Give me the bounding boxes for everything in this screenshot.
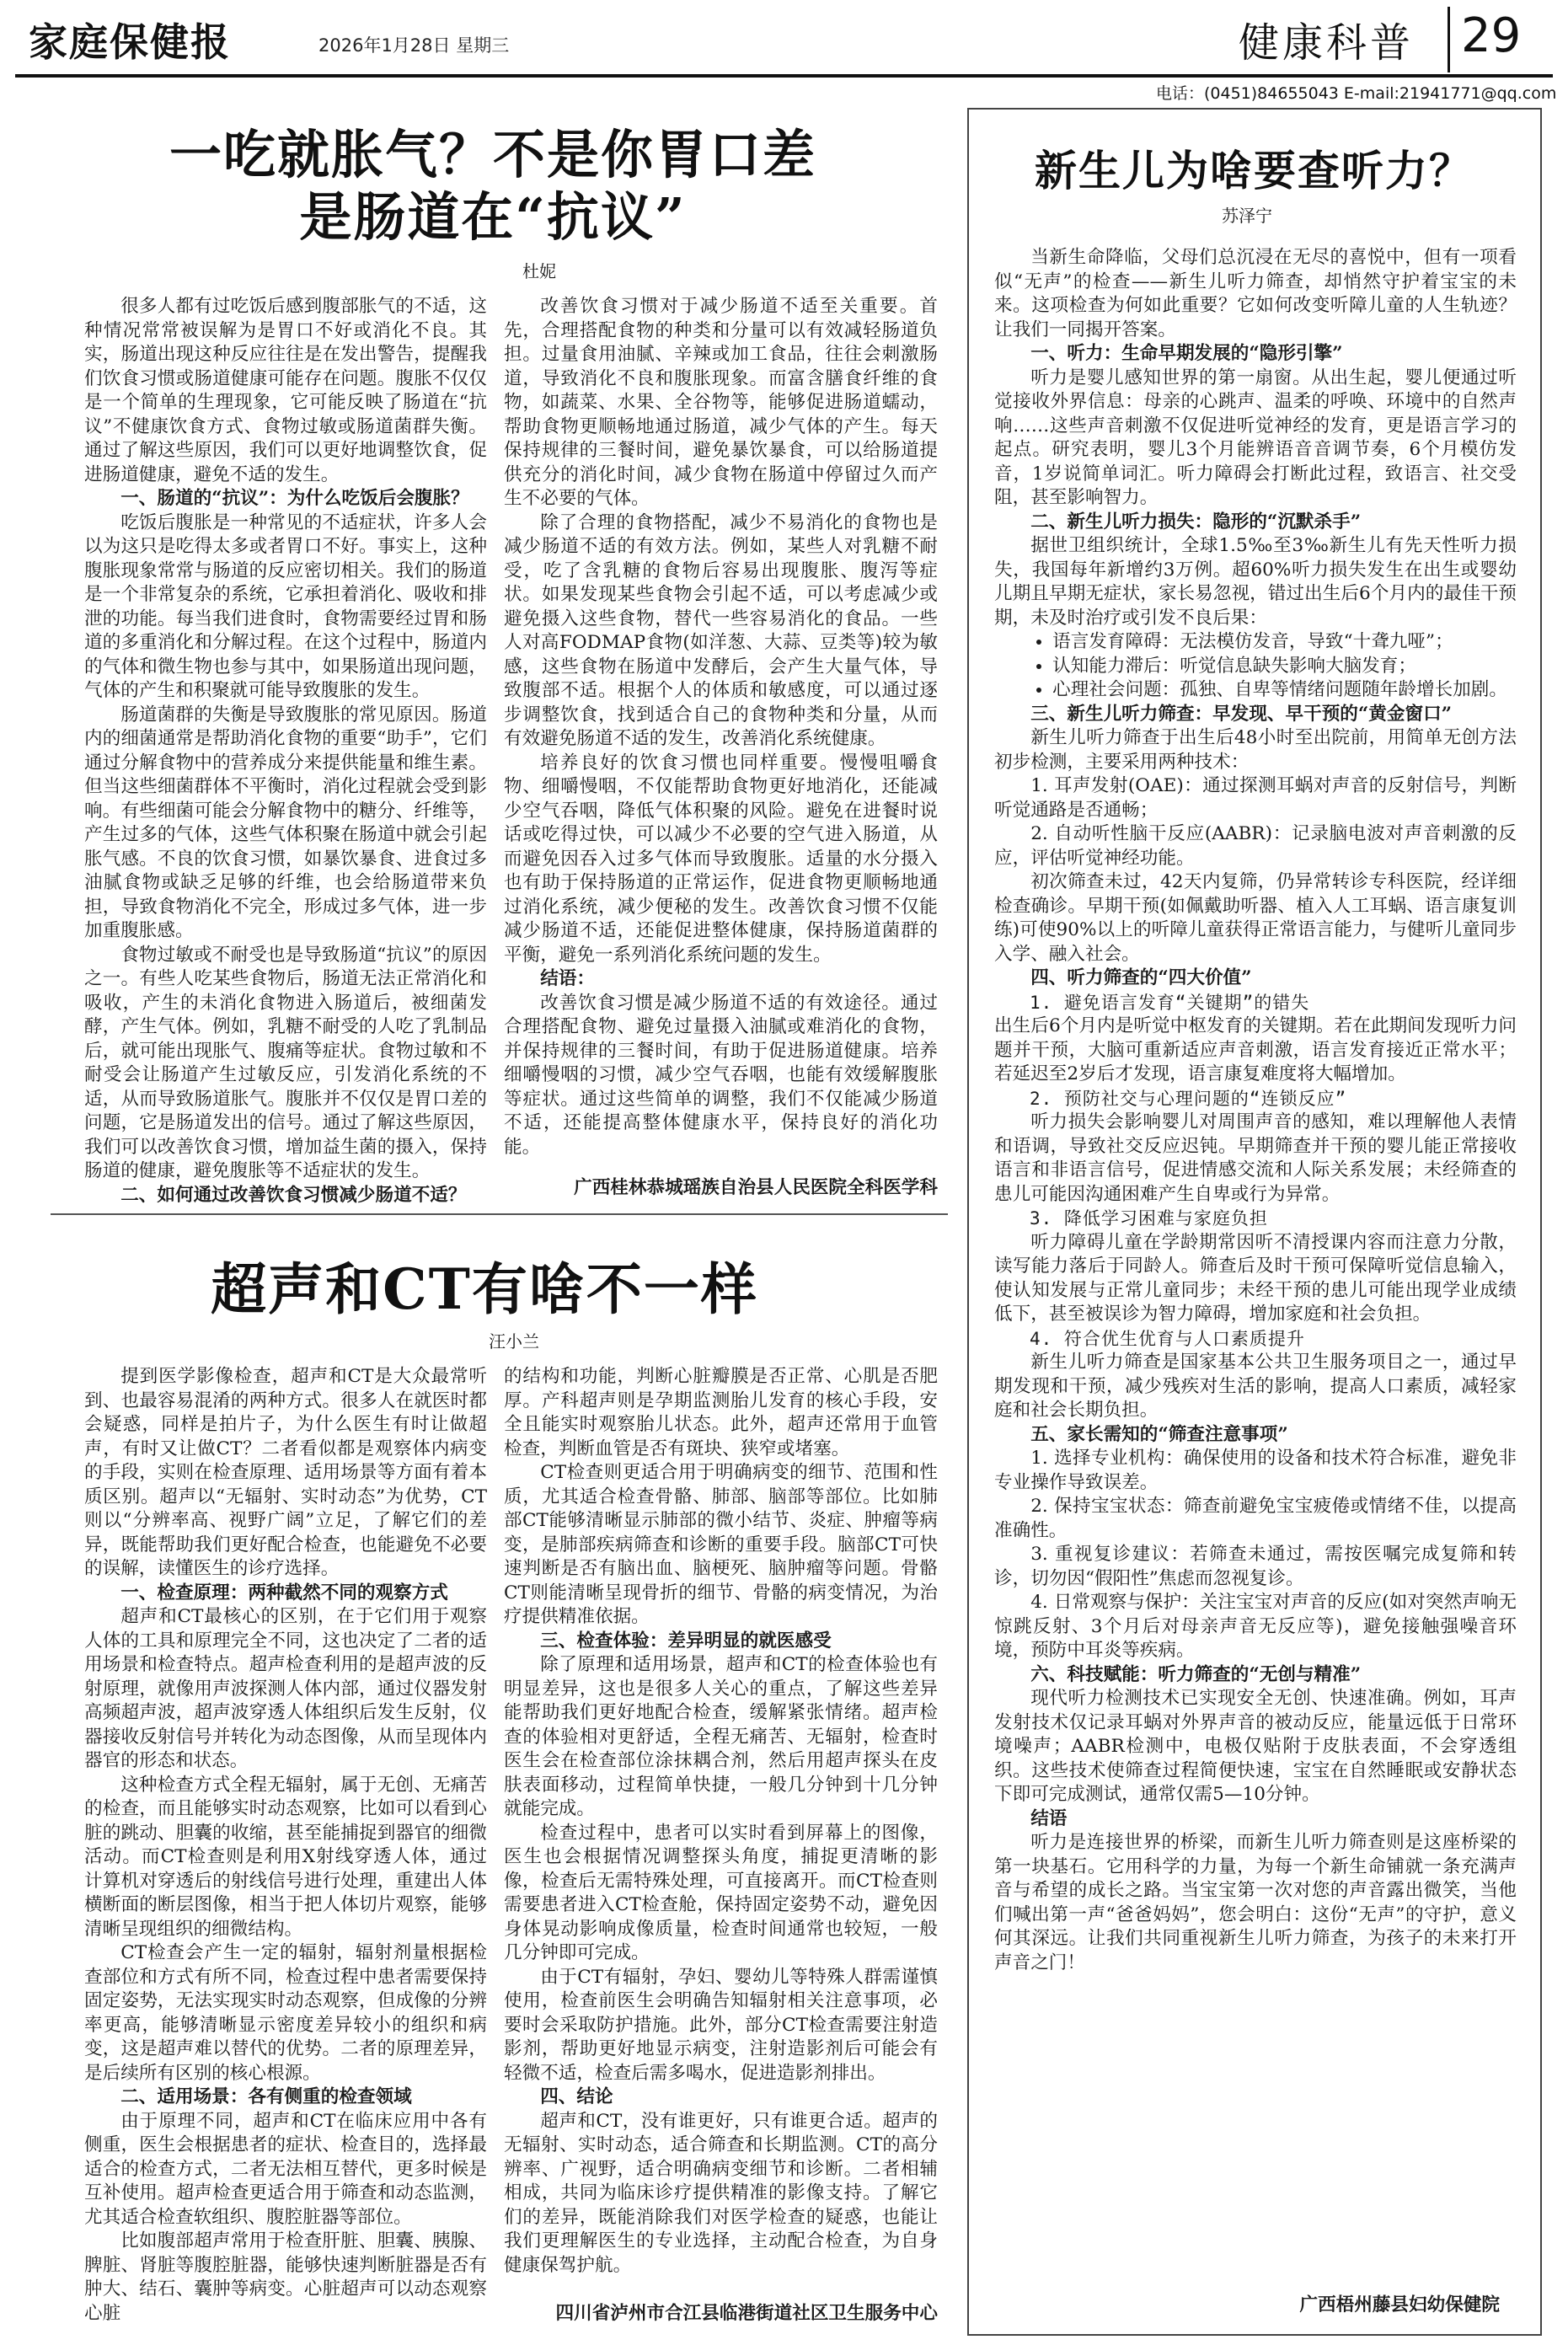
article2-column-2 [504, 1365, 938, 2278]
paragraph: 这种检查方式全程无辐射，属于无创、无痛苦的检查，而且能够实时动态观察，比如可以看到心脏的跳动、胆囊的收缩，甚至能捕捉到器官的细微活动。而CT检查则是利用X射线穿透人体，通过计算机对穿透后的射线信号进行处理，重建出人体横断面的断层图像，相当于把人体切片观察，能够清晰呈现组织的细微结构。 [84, 1774, 487, 1940]
list-item: • 语言发育障碍：无法模仿发音，导致“十聋九哑”； [1052, 630, 1517, 655]
article-divider [51, 1213, 948, 1215]
paragraph: 提到医学影像检查，超声和CT是大众最常听到、也最容易混淆的两种方式。很多人在就医时都会疑惑，同样是拍片子，为什么医生有时让做超声，有时又让做CT？二者看似都是观察体内病变的手段，实则在检查原理、适用场景等方面有着本质区别。超声以“无辐射、实时动态”为优势，CT则以“分辨率高、视野广阔”立足，了解它们的差异，既能帮助我们更好配合检查，也能避免不必要的误解，读懂医生的诊疗选择。 [84, 1366, 487, 1579]
section-heading: 结语： [540, 968, 595, 989]
article2-author: 汪小兰 [489, 1331, 539, 1352]
page-number: 29 [1461, 8, 1522, 63]
article3-body [994, 246, 1517, 1975]
paragraph: 听力是婴儿感知世界的第一扇窗。从出生起，婴儿便通过听觉接收外界信息：母亲的心跳声、温柔的呼唤、环境中的自然声响……这些声音刺激不仅促进听觉神经的发育，更是语言学习的起点。研究表明，婴儿3个月能辨语音音调节奏，6个月模仿发音，1岁说简单词汇。听力障碍会打断此过程，致语言、社交受阻，甚至影响智力。 [994, 367, 1517, 508]
paragraph: 2. 自动听性脑干反应(AABR)：记录脑电波对声音刺激的反应，评估听觉神经功能。 [994, 823, 1517, 869]
paragraph: 由于CT有辐射，孕妇、婴幼儿等特殊人群需谨慎使用，检查前医生会明确告知辐射相关注意事项，必要时会采取防护措施。此外，部分CT检查需要注射造影剂，帮助更好地显示病变，注射造影剂后可能会有轻微不适，检查后需多喝水，促进造影剂排出。 [504, 1966, 938, 2084]
article1-author: 杜妮 [522, 261, 556, 281]
paragraph: 比如腹部超声常用于检查肝脏、胆囊、胰腺、脾脏、肾脏等腹腔脏器，能够快速判断脏器是否有肿大、结石、囊肿等病变。心脏超声可以动态观察心脏 [84, 2230, 487, 2324]
section-heading: 六、科技赋能：听力筛查的“无创与精准” [1030, 1663, 1362, 1685]
header-divider [1448, 7, 1450, 72]
paragraph: 由于原理不同，超声和CT在临床应用中各有侧重，医生会根据患者的症状、检查目的，选择最适合的检查方式，二者无法相互替代，更多时候是互补使用。超声检查更适合用于筛查和动态监测，尤其适合检查软组织、腹腔脏器等部位。 [84, 2110, 487, 2228]
article3-title: 新生儿为啥要查听力？ [1035, 146, 1473, 195]
paragraph: 1. 选择专业机构：确保使用的设备和技术符合标准，避免非专业操作导致误差。 [994, 1448, 1517, 1493]
paragraph: 当新生命降临，父母们总沉浸在无尽的喜悦中，但有一项看似“无声”的检查——新生儿听力筛查，却悄然守护着宝宝的未来。这项检查为何如此重要？它如何改变听障儿童的人生轨迹？让我们一同揭开答案。 [994, 247, 1517, 340]
section-heading: 一、听力：生命早期发展的“隐形引擎” [1030, 343, 1343, 364]
paragraph: 超声和CT最核心的区别，在于它们用于观察人体的工具和原理完全不同，这也决定了二者的适用场景和检查特点。超声检查利用的是超声波的反射原理，就像用声波探测人体内部，通过仪器发射高频超声波，超声波穿透人体组织后发生反射，仪器接收反射信号并转化为动态图像，从而呈现体内器官的形态和状态。 [84, 1606, 487, 1771]
section-heading: 结语 [1030, 1807, 1068, 1829]
paragraph: 听力损失会影响婴儿对周围声音的感知，难以理解他人表情和语调，导致社交反应迟钝。早期筛查并干预的婴儿能正常接收语言和非语言信号，促进情感交流和人际关系发展；未经筛查的患儿可能因沟通困难产生自卑或行为异常。 [994, 1111, 1517, 1205]
article3-signature: 广西梧州藤县妇幼保健院 [1299, 2294, 1500, 2316]
paragraph: CT检查则更适合用于明确病变的细节、范围和性质，尤其适合检查骨骼、肺部、脑部等部位。比如肺部CT能够清晰显示肺部的微小结节、炎症、肿瘤等病变，是肺部疾病筛查和诊断的重要手段。脑部CT可快速判断是否有脑出血、脑梗死、脑肿瘤等问题。骨骼CT则能清晰呈现骨折的细节、骨骼的病变情况，为治疗提供精准依据。 [504, 1462, 938, 1627]
paragraph: 改善饮食习惯是减少肠道不适的有效途径。通过合理搭配食物、避免过量摄入油腻或难消化的食物，并保持规律的三餐时间，有助于促进肠道健康。培养细嚼慢咽的习惯，减少空气吞咽，也能有效缓解腹胀等症状。通过这些简单的调整，我们不仅能减少肠道不适，还能提高整体健康水平，保持良好的消化功能。 [504, 992, 938, 1158]
sub-heading: 2. 预防社交与心理问题的“连锁反应” [1030, 1088, 1347, 1109]
list-item: • 心理社会问题：孤独、自卑等情绪问题随年龄增长加剧。 [1052, 678, 1517, 703]
section-heading: 五、家长需知的“筛查注意事项” [1030, 1423, 1288, 1445]
sub-heading: 4. 符合优生优育与人口素质提升 [1030, 1328, 1305, 1349]
paragraph: 现代听力检测技术已实现安全无创、快速准确。例如，耳声发射技术仅记录耳蜗对外界声音的被动反应，能量远低于日常环境噪声；AABR检测中，电极仅贴附于皮肤表面，不会穿透组织。这些技术使筛查过程简便快速，宝宝在自然睡眠或安静状态下即可完成测试，通常仅需5—10分钟。 [994, 1688, 1517, 1805]
paragraph: CT检查会产生一定的辐射，辐射剂量根据检查部位和方式有所不同，检查过程中患者需要保持固定姿势，无法实现实时动态观察，但成像的分辨率更高，能够清晰显示密度差异较小的组织和病变，这是超声难以替代的优势。二者的原理差异，是后续所有区别的核心根源。 [84, 1942, 487, 2084]
paragraph: 2. 保持宝宝状态：筛查前避免宝宝疲倦或情绪不佳，以提高准确性。 [994, 1496, 1517, 1541]
paragraph: 食物过敏或不耐受也是导致肠道“抗议”的原因之一。有些人吃某些食物后，肠道无法正常消化和吸收，产生的未消化食物进入肠道后，被细菌发酵，产生气体。例如，乳糖不耐受的人吃了乳制品后，就可能出现胀气、腹痛等症状。食物过敏和不耐受会让肠道产生过敏反应，引发消化系统的不适，从而导致肠道胀气。腹胀并不仅仅是胃口差的问题，它是肠道发出的信号。通过了解这些原因，我们可以改善饮食习惯，增加益生菌的摄入，保持肠道的健康，避免腹胀等不适症状的发生。 [84, 944, 487, 1181]
paragraph: 肠道菌群的失衡是导致腹胀的常见原因。肠道内的细菌通常是帮助消化食物的重要“助手”，它们通过分解食物中的营养成分来提供能量和维生素。但当这些细菌群体不平衡时，消化过程就会受到影响。有些细菌可能会分解食物中的糖分、纤维等，产生过多的气体，这些气体积聚在肠道中就会引起胀气感。不良的饮食习惯，如暴饮暴食、进食过多油腻食物或缺乏足够的纤维，也会给肠道带来负担，导致食物消化不完全，形成过多气体，进一步加重腹胀感。 [84, 704, 487, 941]
article1-title-line2: 是肠道在“抗议” [299, 186, 687, 248]
paragraph: 检查过程中，患者可以实时看到屏幕上的图像，医生也会根据情况调整探头角度，捕捉更清晰的影像，检查后无需特殊处理，可直接离开。而CT检查则需要患者进入CT检查舱，保持固定姿势不动，避免因身体晃动影响成像质量，检查时间通常也较短，一般几分钟即可完成。 [504, 1822, 938, 1963]
section-heading: 三、新生儿听力筛查：早发现、早干预的“黄金窗口” [1030, 703, 1453, 725]
paragraph: 的结构和功能，判断心脏瓣膜是否正常、心肌是否肥厚。产科超声则是孕期监测胎儿发育的核心手段，安全且能实时观察胎儿状态。此外，超声还常用于血管检查，判断血管是否有斑块、狭窄或堵塞。 [504, 1366, 938, 1459]
article1-title-line1: 一吃就胀气？不是你胃口差 [169, 124, 816, 185]
section-heading: 二、新生儿听力损失：隐形的“沉默杀手” [1030, 511, 1362, 533]
paragraph: 初次筛查未过，42天内复筛，仍异常转诊专科医院，经详细检查确诊。早期干预(如佩戴助听器、植入人工耳蜗、语言康复训练)可使90%以上的听障儿童获得正常语言能力，与健听儿童同步入学、融入社会。 [994, 871, 1517, 965]
paragraph: 1. 耳声发射(OAE)：通过探测耳蜗对声音的反射信号，判断听觉通路是否通畅； [994, 775, 1517, 821]
sub-heading: 1. 避免语言发育“关键期”的错失 [1030, 992, 1310, 1013]
paragraph: 吃饭后腹胀是一种常见的不适症状，许多人会以为这只是吃得太多或者胃口不好。事实上，这种腹胀现象常常与肠道的反应密切相关。我们的肠道是一个非常复杂的系统，它承担着消化、吸收和排泄的功能。每当我们进食时，食物需要经过胃和肠道的多重消化和分解过程。在这个过程中，肠道内的气体和微生物也参与其中，如果肠道出现问题，气体的产生和积聚就可能导致腹胀的发生。 [84, 511, 487, 701]
header-rule [15, 74, 1553, 78]
paragraph: 听力障碍儿童在学龄期常因听不清授课内容而注意力分散，读写能力落后于同龄人。筛查后及时干预可保障听觉信息输入，使认知发展与正常儿童同步；未经干预的患儿可能出现学业成绩低下，甚至被误诊为智力障碍，增加家庭和社会负担。 [994, 1231, 1517, 1325]
paragraph: 新生儿听力筛查于出生后48小时至出院前，用简单无创方法初步检测，主要采用两种技术： [994, 727, 1517, 773]
paragraph: 新生儿听力筛查是国家基本公共卫生服务项目之一，通过早期发现和干预，减少残疾对生活的影响，提高人口素质，减轻家庭和社会长期负担。 [994, 1352, 1517, 1421]
paragraph: 据世卫组织统计，全球1.5‰至3‰新生儿有先天性听力损失，我国每年新增约3万例。超60%听力损失发生在出生或婴幼儿期且早期无症状，家长易忽视，错过出生后6个月内的最佳干预期，未及时治疗或引发不良后果： [994, 535, 1517, 629]
article2-title: 超声和CT有啥不一样 [211, 1256, 758, 1322]
bullet-list [994, 630, 1517, 703]
paragraph: 改善饮食习惯对于减少肠道不适至关重要。首先，合理搭配食物的种类和分量可以有效减轻肠道负担。过量食用油腻、辛辣或加工食品，往往会刺激肠道，导致消化不良和腹胀现象。而富含膳食纤维的食物，如蔬菜、水果、全谷物等，能够促进肠道蠕动，帮助食物更顺畅地通过肠道，减少气体的产生。每天保持规律的三餐时间，避免暴饮暴食，可以给肠道提供充分的消化时间，减少食物在肠道中停留过久而产生不必要的气体。 [504, 296, 938, 509]
section-heading: 四、听力筛查的“四大价值” [1030, 967, 1252, 988]
paragraph: 培养良好的饮食习惯也同样重要。慢慢咀嚼食物、细嚼慢咽，不仅能帮助食物更好地消化，还能减少空气吞咽，降低气体积聚的风险。避免在进餐时说话或吃得过快，可以减少不必要的空气进入肠道，从而避免因吞入过多气体而导致腹胀。适量的水分摄入也有助于保持肠道的正常运作，促进食物更顺畅地通过消化系统，减少便秘的发生。改善饮食习惯不仅能减少肠道不适，还能促进整体健康，保持肠道菌群的平衡，避免一系列消化系统问题的发生。 [504, 752, 938, 966]
section-heading: 一、检查原理：两种截然不同的观察方式 [120, 1582, 448, 1603]
paragraph: 除了原理和适用场景，超声和CT的检查体验也有明显差异，这也是很多人关心的重点，了解这些差异能帮助我们更好地配合检查，缓解紧张情绪。超声检查的体验相对更舒适，全程无痛苦、无辐射，检查时医生会在检查部位涂抹耦合剂，然后用超声探头在皮肤表面移动，过程简单快捷，一般几分钟到十几分钟就能完成。 [504, 1654, 938, 1819]
paragraph: 出生后6个月内是听觉中枢发育的关键期。若在此期间发现听力问题并干预，大脑可重新适应声音刺激，语言发育接近正常水平；若延迟至2岁后才发现，语言康复难度将大幅增加。 [994, 1015, 1517, 1084]
paragraph: 3. 重视复诊建议：若筛查未通过，需按医嘱完成复筛和转诊，切勿因“假阳性”焦虑而忽视复诊。 [994, 1544, 1517, 1589]
paragraph: 超声和CT，没有谁更好，只有谁更合适。超声的无辐射、实时动态，适合筛查和长期监测。CT的高分辨率、广视野，适合明确病变细节和诊断。二者相辅相成，共同为临床诊疗提供精准的影像支持。了解它们的差异，既能消除我们对医学检查的疑惑，也能让我们更理解医生的专业选择，主动配合检查，为自身健康保驾护航。 [504, 2110, 938, 2276]
issue-date: 2026年1月28日 星期三 [318, 35, 510, 56]
paragraph: 4. 日常观察与保护：关注宝宝对声音的反应(如对突然声响无惊跳反射、3个月后对母亲声音无反应等)，避免接触强噪音环境，预防中耳炎等疾病。 [994, 1592, 1517, 1661]
article2-signature: 四川省泸州市合江县临港街道社区卫生服务中心 [555, 2303, 938, 2324]
section-heading: 四、结论 [540, 2086, 613, 2107]
paragraph: 很多人都有过吃饭后感到腹部胀气的不适，这种情况常常被误解为是胃口不好或消化不良。其实，肠道出现这种反应往往是在发出警告，提醒我们饮食习惯或肠道健康可能存在问题。腹胀不仅仅是一个简单的生理现象，它可能反映了肠道在“抗议”不健康饮食方式、食物过敏或肠道菌群失衡。通过了解这些原因，我们可以更好地调整饮食，促进肠道健康，避免不适的发生。 [84, 296, 487, 485]
article3-author: 苏泽宁 [1222, 206, 1272, 226]
paragraph: 除了合理的食物搭配，减少不易消化的食物也是减少肠道不适的有效方法。例如，某些人对乳糖不耐受，吃了含乳糖的食物后容易出现腹胀、腹泻等症状。如果发现某些食物会引起不适，可以考虑减少或避免摄入这些食物，替代一些容易消化的食品。一些人对高FODMAP食物(如洋葱、大蒜、豆类等)较为敏感，这些食物在肠道中发酵后，会产生大量气体，导致腹部不适。根据个人的体质和敏感度，可以通过逐步调整饮食，找到适合自己的食物种类和分量，从而有效避免肠道不适的发生，改善消化系统健康。 [504, 511, 938, 749]
contact-info: 电话：(0451)84655043 E-mail:21941771@qq.com [1156, 84, 1557, 103]
section-heading: 二、适用场景：各有侧重的检查领域 [120, 2086, 412, 2107]
section-heading: 二、如何通过改善饮食习惯减少肠道不适？ [120, 1184, 467, 1206]
section-heading: 三、检查体验：差异明显的就医感受 [540, 1630, 832, 1652]
sub-heading: 3. 降低学习困难与家庭负担 [1030, 1208, 1268, 1229]
article2-column-1 [84, 1365, 487, 2326]
section-name: 健康科普 [1239, 19, 1415, 67]
list-item: • 认知能力滞后：听觉信息缺失影响大脑发育； [1052, 655, 1517, 679]
section-heading: 一、肠道的“抗议”：为什么吃饭后会腹胀？ [120, 488, 469, 509]
article1-signature: 广西桂林恭城瑶族自治县人民医院全科医学科 [574, 1177, 938, 1198]
paper-name: 家庭保健报 [29, 19, 231, 65]
article1-column-1 [84, 295, 487, 1207]
article1-column-2 [504, 295, 938, 1159]
paragraph: 听力是连接世界的桥梁，而新生儿听力筛查则是这座桥梁的第一块基石。它用科学的力量，为每一个新生命铺就一条充满声音与希望的成长之路。当宝宝第一次对您的声音露出微笑，当他们喊出第一声“爸爸妈妈”，您会明白：这份“无声”的守护，意义何其深远。让我们共同重视新生儿听力筛查，为孩子的未来打开声音之门！ [994, 1832, 1517, 1973]
